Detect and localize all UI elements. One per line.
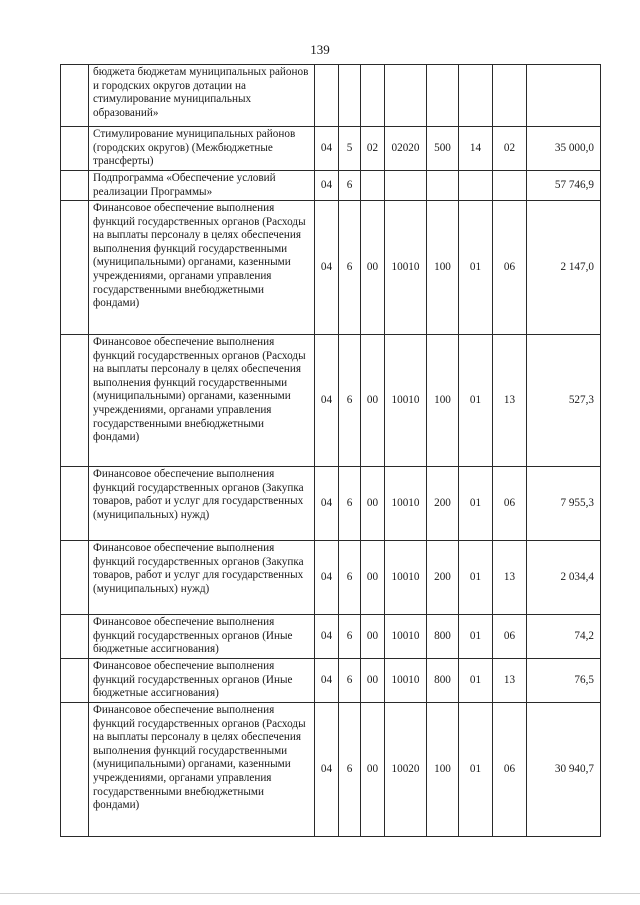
row-description: Подпрограмма «Обеспечение условий реализации Программы» xyxy=(89,171,315,201)
table-row xyxy=(61,201,601,335)
code-cell-4: 10010 xyxy=(385,659,427,703)
code-cell-7 xyxy=(493,65,527,127)
code-cell-5 xyxy=(427,171,459,201)
code-cell-7: 13 xyxy=(493,335,527,467)
code-cell-5: 800 xyxy=(427,615,459,659)
code-cell-1: 04 xyxy=(315,335,339,467)
code-cell-1: 04 xyxy=(315,127,339,171)
code-cell-6: 01 xyxy=(459,335,493,467)
code-cell-5: 100 xyxy=(427,703,459,837)
row-margin-cell xyxy=(61,703,89,837)
amount-cell: 30 940,7 xyxy=(527,703,601,837)
row-margin-cell xyxy=(61,541,89,615)
row-margin-cell xyxy=(61,65,89,127)
code-cell-6: 01 xyxy=(459,541,493,615)
code-cell-2: 6 xyxy=(339,659,361,703)
code-cell-4 xyxy=(385,65,427,127)
code-cell-1: 04 xyxy=(315,171,339,201)
table-row xyxy=(61,615,601,659)
code-cell-7: 06 xyxy=(493,703,527,837)
row-description: Финансовое обеспечение выполнения функций государственных органов (Закупка товаров, работ и услуг для государственных (муниципальных) нужд) xyxy=(89,467,315,541)
row-description: Финансовое обеспечение выполнения функций государственных органов (Закупка товаров, работ и услуг для государственных (муниципальных) нужд) xyxy=(89,541,315,615)
code-cell-2: 5 xyxy=(339,127,361,171)
code-cell-3: 00 xyxy=(361,659,385,703)
table-row xyxy=(61,541,601,615)
code-cell-5: 100 xyxy=(427,335,459,467)
code-cell-4 xyxy=(385,171,427,201)
code-cell-2 xyxy=(339,65,361,127)
code-cell-5: 200 xyxy=(427,467,459,541)
code-cell-6 xyxy=(459,171,493,201)
code-cell-1: 04 xyxy=(315,541,339,615)
amount-cell: 35 000,0 xyxy=(527,127,601,171)
row-description: Финансовое обеспечение выполнения функций государственных органов (Иные бюджетные ассигнования) xyxy=(89,659,315,703)
code-cell-5: 800 xyxy=(427,659,459,703)
code-cell-7: 06 xyxy=(493,615,527,659)
table-row xyxy=(61,127,601,171)
code-cell-3: 00 xyxy=(361,335,385,467)
code-cell-3: 02 xyxy=(361,127,385,171)
row-description: Финансовое обеспечение выполнения функций государственных органов (Иные бюджетные ассигнования) xyxy=(89,615,315,659)
row-margin-cell xyxy=(61,467,89,541)
row-margin-cell xyxy=(61,127,89,171)
code-cell-4: 10010 xyxy=(385,615,427,659)
table-row xyxy=(61,335,601,467)
code-cell-3: 00 xyxy=(361,201,385,335)
code-cell-4: 10010 xyxy=(385,467,427,541)
row-description: Финансовое обеспечение выполнения функций государственных органов (Расходы на выплаты персоналу в целях обеспечения выполнения функций государственными (муниципальными) органами, казенными учреждениями, органами управления государственными внебюджетными фондами) xyxy=(89,703,315,837)
row-margin-cell xyxy=(61,171,89,201)
code-cell-6: 01 xyxy=(459,659,493,703)
amount-cell: 74,2 xyxy=(527,615,601,659)
code-cell-2: 6 xyxy=(339,541,361,615)
amount-cell: 527,3 xyxy=(527,335,601,467)
code-cell-2: 6 xyxy=(339,335,361,467)
code-cell-4: 02020 xyxy=(385,127,427,171)
row-description: Стимулирование муниципальных районов (городских округов) (Межбюджетные трансферты) xyxy=(89,127,315,171)
code-cell-3 xyxy=(361,171,385,201)
code-cell-6: 14 xyxy=(459,127,493,171)
table-row xyxy=(61,467,601,541)
code-cell-1: 04 xyxy=(315,467,339,541)
row-margin-cell xyxy=(61,201,89,335)
amount-cell: 76,5 xyxy=(527,659,601,703)
code-cell-4: 10010 xyxy=(385,201,427,335)
row-margin-cell xyxy=(61,335,89,467)
code-cell-4: 10010 xyxy=(385,541,427,615)
amount-cell: 2 034,4 xyxy=(527,541,601,615)
code-cell-6 xyxy=(459,65,493,127)
code-cell-2: 6 xyxy=(339,171,361,201)
code-cell-7: 06 xyxy=(493,467,527,541)
code-cell-3: 00 xyxy=(361,541,385,615)
scan-edge-line xyxy=(0,893,640,894)
code-cell-6: 01 xyxy=(459,201,493,335)
amount-cell xyxy=(527,65,601,127)
code-cell-5: 200 xyxy=(427,541,459,615)
code-cell-5: 100 xyxy=(427,201,459,335)
code-cell-4: 10010 xyxy=(385,335,427,467)
code-cell-2: 6 xyxy=(339,201,361,335)
budget-table xyxy=(60,64,601,837)
code-cell-7: 02 xyxy=(493,127,527,171)
code-cell-1: 04 xyxy=(315,659,339,703)
code-cell-4: 10020 xyxy=(385,703,427,837)
code-cell-1: 04 xyxy=(315,703,339,837)
code-cell-6: 01 xyxy=(459,703,493,837)
table-row xyxy=(61,171,601,201)
code-cell-2: 6 xyxy=(339,615,361,659)
code-cell-2: 6 xyxy=(339,467,361,541)
code-cell-6: 01 xyxy=(459,467,493,541)
code-cell-7: 13 xyxy=(493,541,527,615)
amount-cell: 57 746,9 xyxy=(527,171,601,201)
code-cell-5 xyxy=(427,65,459,127)
code-cell-1 xyxy=(315,65,339,127)
code-cell-7 xyxy=(493,171,527,201)
code-cell-1: 04 xyxy=(315,615,339,659)
amount-cell: 2 147,0 xyxy=(527,201,601,335)
amount-cell: 7 955,3 xyxy=(527,467,601,541)
code-cell-3: 00 xyxy=(361,615,385,659)
code-cell-7: 06 xyxy=(493,201,527,335)
page-number: 139 xyxy=(310,42,330,57)
table-row xyxy=(61,65,601,127)
code-cell-3: 00 xyxy=(361,703,385,837)
row-margin-cell xyxy=(61,615,89,659)
code-cell-5: 500 xyxy=(427,127,459,171)
row-description: Финансовое обеспечение выполнения функций государственных органов (Расходы на выплаты персоналу в целях обеспечения выполнения функций государственными (муниципальными) органами, казенными учреждениями, органами управления государственными внебюджетными фондами) xyxy=(89,335,315,467)
code-cell-3 xyxy=(361,65,385,127)
row-margin-cell xyxy=(61,659,89,703)
table-row xyxy=(61,659,601,703)
table-row xyxy=(61,703,601,837)
code-cell-2: 6 xyxy=(339,703,361,837)
code-cell-1: 04 xyxy=(315,201,339,335)
code-cell-7: 13 xyxy=(493,659,527,703)
row-description: Финансовое обеспечение выполнения функций государственных органов (Расходы на выплаты персоналу в целях обеспечения выполнения функций государственными (муниципальными) органами, казенными учреждениями, органами управления государственными внебюджетными фондами) xyxy=(89,201,315,335)
code-cell-6: 01 xyxy=(459,615,493,659)
row-description: бюджета бюджетам муниципальных районов и городских округов дотации на стимулирование муниципальных образований» xyxy=(89,65,315,127)
code-cell-3: 00 xyxy=(361,467,385,541)
